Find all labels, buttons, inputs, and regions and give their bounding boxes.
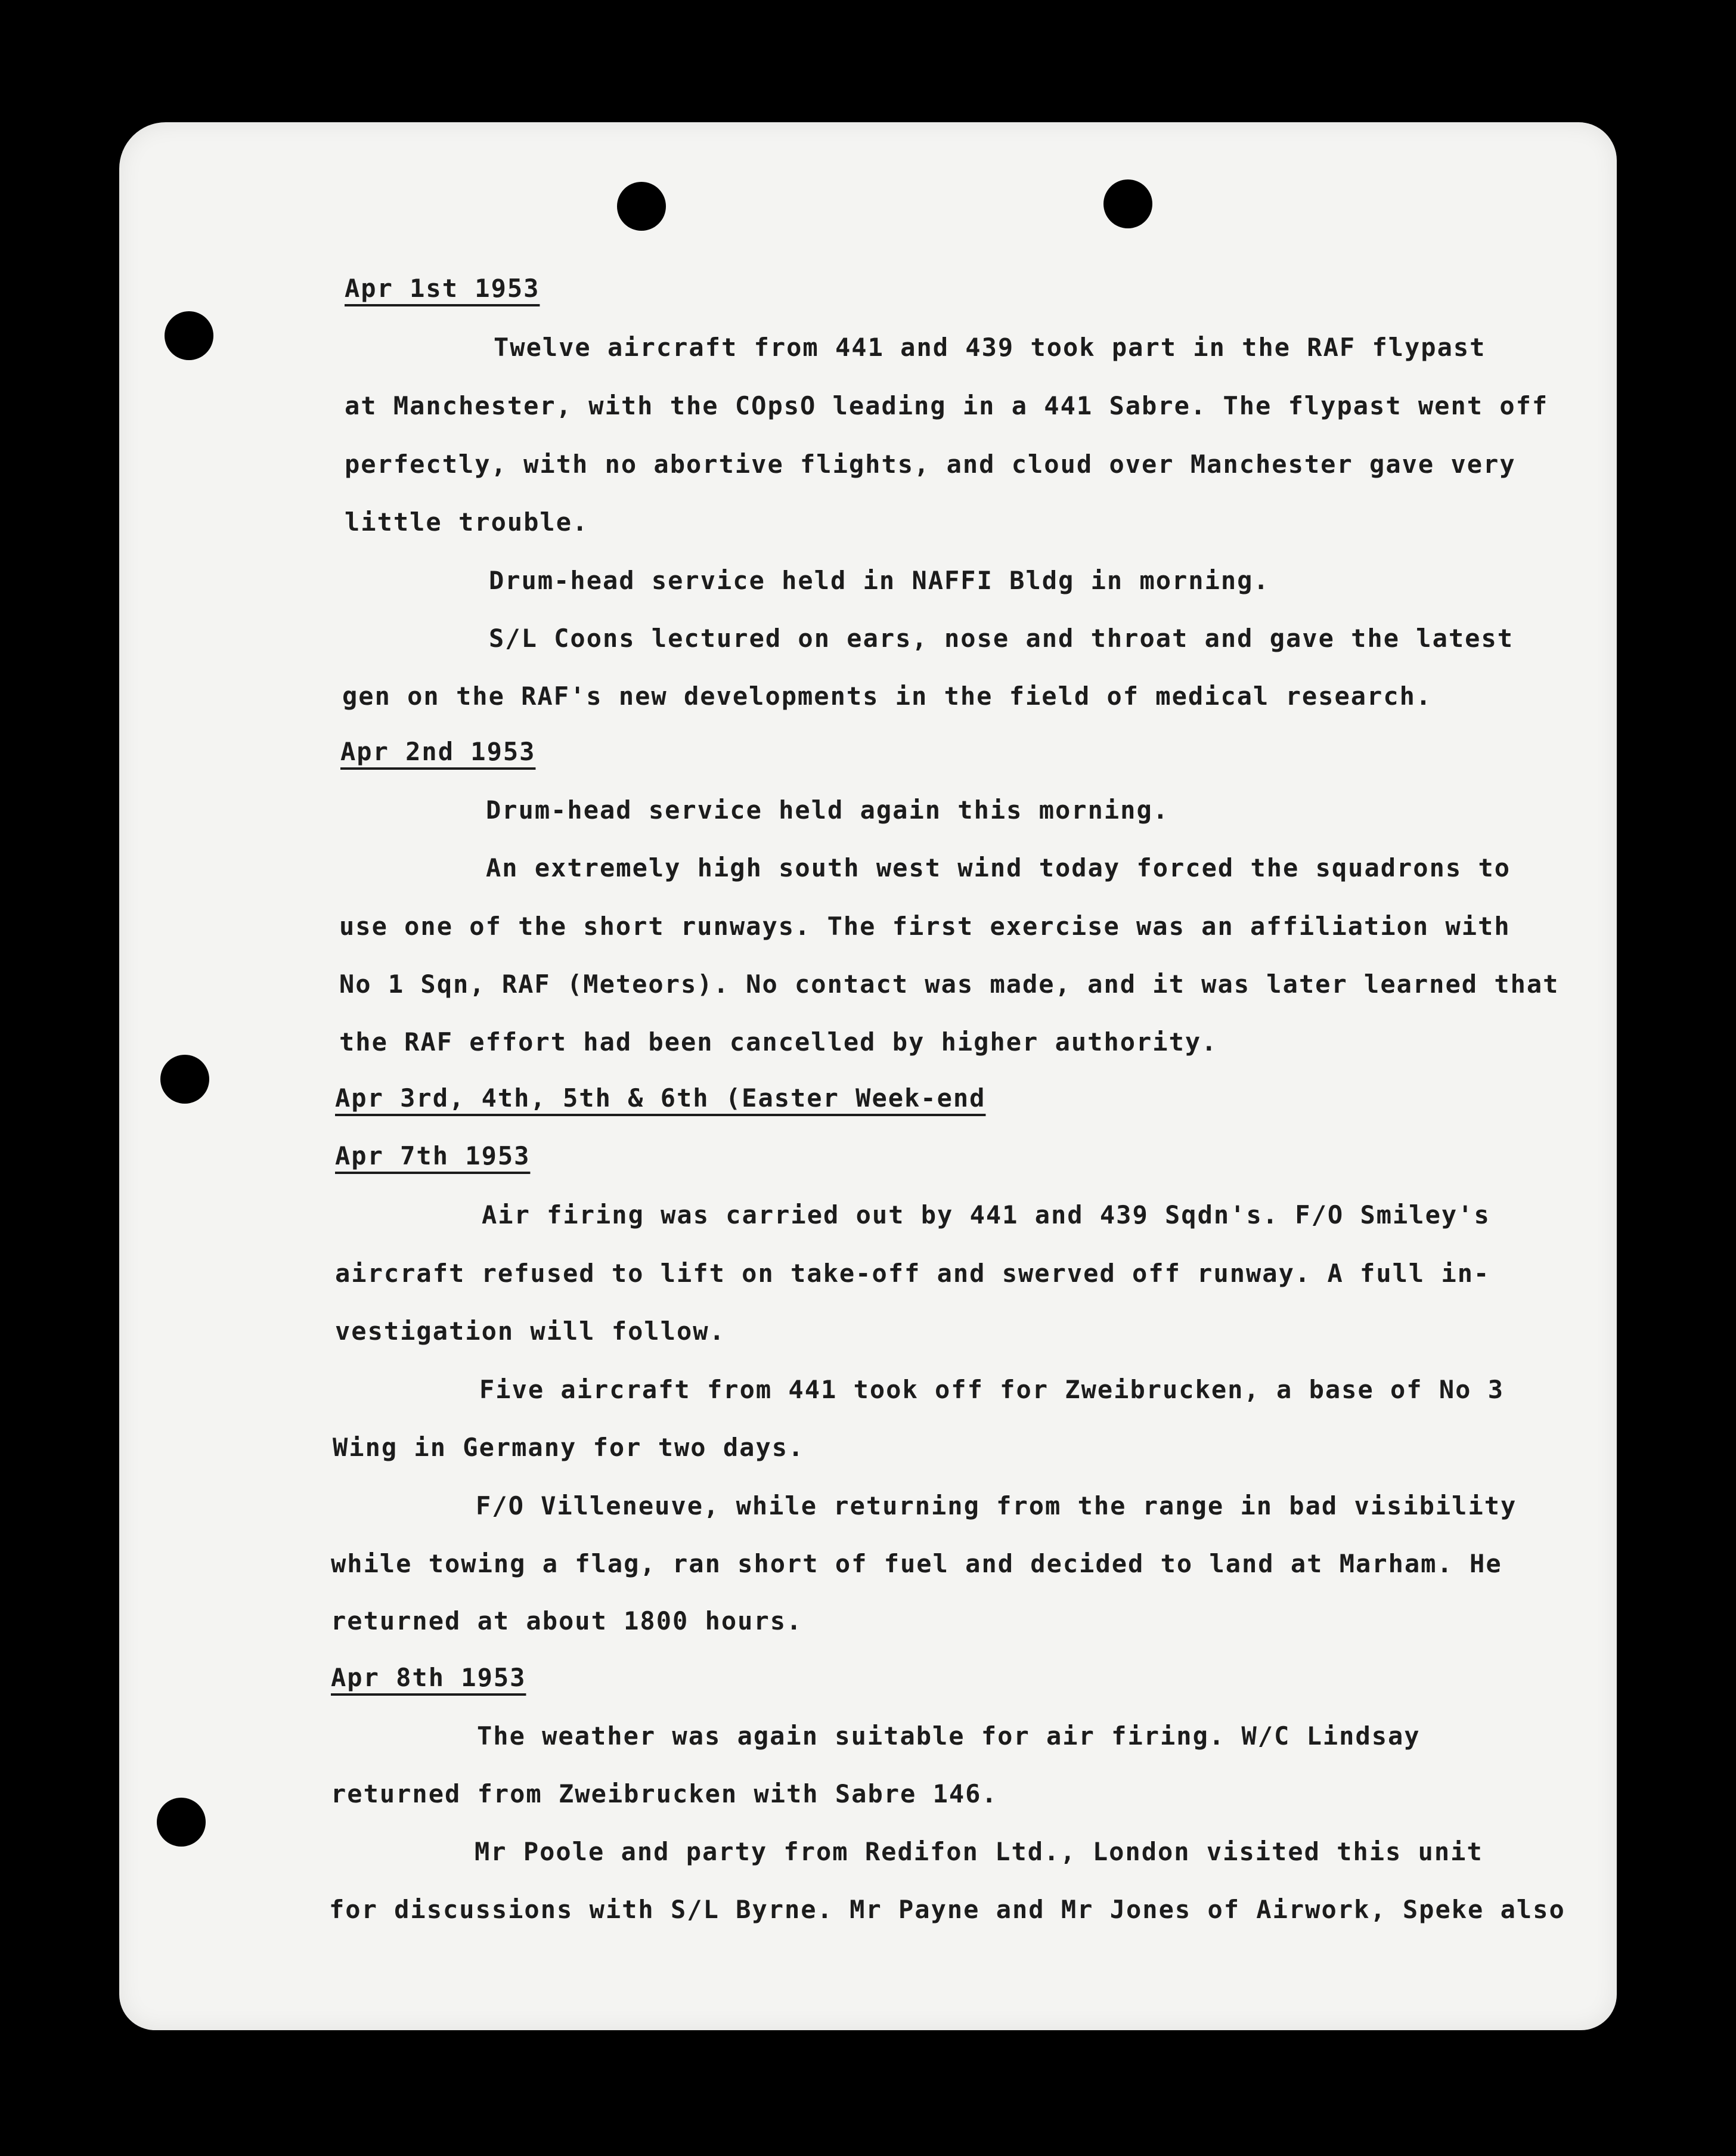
entry-line: The weather was again suitable for air firing. W/C Lindsay [477, 1721, 1421, 1751]
entry-line: little trouble. [345, 507, 589, 537]
entry-line: returned at about 1800 hours. [331, 1606, 803, 1635]
entry-date-apr-1: Apr 1st 1953 [345, 274, 540, 303]
entry-line: Five aircraft from 441 took off for Zweibrucken, a base of No 3 [479, 1375, 1505, 1404]
punch-hole-left-middle [160, 1055, 209, 1104]
entry-date-apr-7: Apr 7th 1953 [335, 1141, 531, 1170]
entry-line: at Manchester, with the COpsO leading in a 441 Sabre. The flypast went off [345, 391, 1549, 420]
punch-hole-top-left [617, 182, 666, 231]
punch-hole-left-lower [157, 1798, 206, 1847]
entry-line: while towing a flag, ran short of fuel and decided to land at Marham. He [331, 1549, 1502, 1578]
punch-hole-top-right [1103, 179, 1152, 228]
punch-hole-left-upper [165, 311, 213, 360]
entry-line: perfectly, with no abortive flights, and cloud over Manchester gave very [345, 450, 1516, 479]
entry-line: for discussions with S/L Byrne. Mr Payne and Mr Jones of Airwork, Speke also [329, 1895, 1566, 1924]
entry-line: the RAF effort had been cancelled by higher authority. [339, 1027, 1218, 1057]
entry-line: Mr Poole and party from Redifon Ltd., London visited this unit [475, 1837, 1483, 1866]
entry-line: S/L Coons lectured on ears, nose and throat and gave the latest [489, 624, 1514, 653]
entry-line: No 1 Sqn, RAF (Meteors). No contact was made, and it was later learned that [339, 969, 1560, 999]
entry-date-apr-2: Apr 2nd 1953 [340, 737, 536, 766]
entry-line: vestigation will follow. [335, 1316, 726, 1346]
entry-line: use one of the short runways. The first exercise was an affiliation with [339, 912, 1511, 941]
entry-line: Wing in Germany for two days. [333, 1433, 805, 1462]
entry-line: Drum-head service held again this morning. [486, 795, 1170, 825]
entry-date-apr-8: Apr 8th 1953 [331, 1663, 526, 1692]
entry-line: An extremely high south west wind today forced the squadrons to [486, 853, 1511, 882]
entry-date-apr-3-6: Apr 3rd, 4th, 5th & 6th (Easter Week-end [335, 1083, 986, 1113]
document-page [119, 122, 1617, 2030]
entry-line: returned from Zweibrucken with Sabre 146. [331, 1779, 998, 1808]
entry-line: Drum-head service held in NAFFI Bldg in morning. [489, 566, 1270, 595]
entry-line: gen on the RAF's new developments in the field of medical research. [342, 682, 1433, 711]
entry-line: Twelve aircraft from 441 and 439 took part in the RAF flypast [494, 333, 1486, 362]
entry-line: F/O Villeneuve, while returning from the range in bad visibility [476, 1491, 1517, 1520]
entry-line: aircraft refused to lift on take-off and swerved off runway. A full in- [335, 1259, 1490, 1288]
entry-line: Air firing was carried out by 441 and 439 Sqdn's. F/O Smiley's [482, 1200, 1490, 1229]
